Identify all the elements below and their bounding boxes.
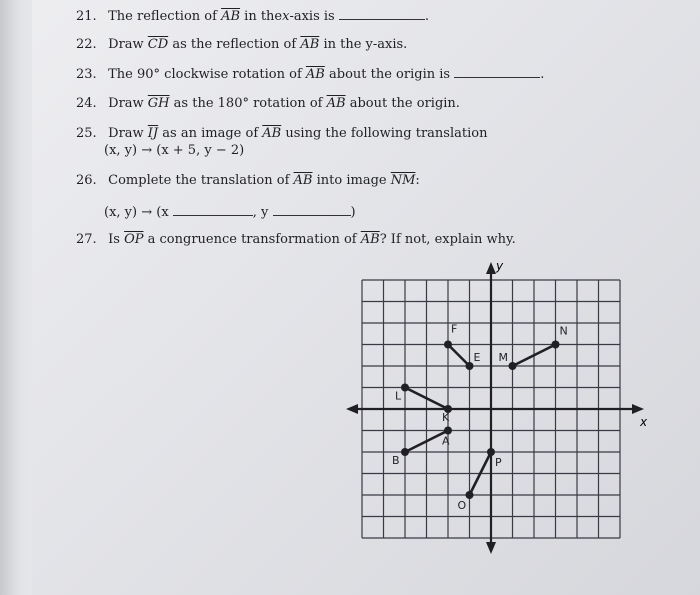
question-text: in the <box>244 9 283 24</box>
segment-name: $\overline{AB}$ <box>262 126 282 141</box>
point-B <box>401 448 409 456</box>
period: . <box>540 67 545 82</box>
question-text: Draw <box>108 37 144 52</box>
question-text: as the 180° rotation of <box>173 96 323 111</box>
question-21 <box>76 8 429 25</box>
segment-name: $\overline{AB}$ <box>305 67 325 82</box>
answer-blank-x[interactable] <box>173 204 253 216</box>
axes <box>346 262 644 554</box>
question-number: 26. <box>76 173 97 188</box>
coordinate-grid <box>340 250 670 560</box>
question-number: 24. <box>76 96 97 111</box>
question-text: about the origin is <box>329 67 451 82</box>
segment-name: $\overline{OP}$ <box>124 232 144 247</box>
point-label-F: F <box>451 322 458 336</box>
point-F <box>444 341 452 349</box>
question-text: : <box>415 173 420 188</box>
question-25 <box>76 126 487 142</box>
point-label-B: B <box>392 454 400 467</box>
answer-blank[interactable] <box>339 8 425 20</box>
question-text: a congruence transformation of <box>147 232 357 247</box>
point-O <box>466 491 474 499</box>
question-text: Complete the translation of <box>108 173 290 188</box>
question-text: using the following translation <box>285 126 488 141</box>
question-26 <box>76 173 420 189</box>
y-axis-arrow-up <box>486 262 496 274</box>
segment-name: $\overline{AB}$ <box>221 9 241 24</box>
point-M <box>509 362 517 370</box>
y-axis-label: y <box>496 259 504 273</box>
axis-variable: x <box>282 9 290 24</box>
translation-rule: (x, y) → (x + 5, y − 2) <box>104 143 245 158</box>
x-axis-label: x <box>640 415 648 429</box>
segment-name: $\overline{GH}$ <box>147 96 170 111</box>
segment-name: $\overline{AB}$ <box>300 37 320 52</box>
page-binding-edge <box>0 0 32 595</box>
question-number: 23. <box>76 67 97 82</box>
question-number: 27. <box>76 232 97 247</box>
question-text: -axis is <box>289 9 335 24</box>
question-text: in the y-axis. <box>323 37 408 52</box>
rule-part: (x, y) → (x <box>104 205 169 220</box>
question-23 <box>76 66 544 83</box>
point-label-L: L <box>395 389 402 403</box>
segments <box>405 345 556 496</box>
point-N <box>552 341 560 349</box>
question-text: as an image of <box>162 126 259 141</box>
question-text: Draw <box>108 96 144 111</box>
question-number: 21. <box>76 9 97 24</box>
question-text: into image <box>316 173 387 188</box>
segment-FE <box>448 345 470 367</box>
point-label-A: A <box>442 434 450 448</box>
segment-name: $\overline{AB}$ <box>326 96 346 111</box>
x-axis-arrow-right <box>632 404 644 414</box>
question-text: ? If not, explain why. <box>379 232 516 247</box>
question-text: as the reflection of <box>172 37 297 52</box>
point-P <box>487 448 495 456</box>
point-A <box>444 427 452 435</box>
x-axis-arrow-left <box>346 404 358 414</box>
question-number: 25. <box>76 126 97 141</box>
rule-part: , y <box>252 205 269 220</box>
segment-name: $\overline{AB}$ <box>293 173 313 188</box>
period: . <box>424 9 429 24</box>
segment-name: $\overline{AB}$ <box>360 232 380 247</box>
question-24 <box>76 96 460 112</box>
question-number: 22. <box>76 37 97 52</box>
segment-name: $\overline{NM}$ <box>390 173 416 188</box>
point-label-O: O <box>457 499 467 512</box>
point-E <box>466 362 474 370</box>
segment-name: $\overline{CD}$ <box>147 37 169 52</box>
question-text: about the origin. <box>349 96 460 111</box>
point-L <box>401 384 409 392</box>
question-text: The 90° clockwise rotation of <box>108 67 302 82</box>
point-label-P: P <box>495 456 502 469</box>
rule-part: ) <box>350 205 356 220</box>
question-text: Is <box>108 232 120 247</box>
question-text: Draw <box>108 126 144 141</box>
segment-name: $\overline{IJ}$ <box>147 126 159 141</box>
question-text: The reflection of <box>108 9 217 24</box>
translation-fill-in <box>104 204 356 221</box>
answer-blank[interactable] <box>454 66 540 78</box>
question-22 <box>76 37 407 53</box>
y-axis-arrow-down <box>486 542 496 554</box>
answer-blank-y[interactable] <box>273 204 351 216</box>
question-27 <box>76 232 516 248</box>
point-label-E: E <box>473 351 481 364</box>
point-label-N: N <box>559 324 568 338</box>
point-label-M: M <box>498 351 508 364</box>
point-label-K: K <box>442 411 450 424</box>
